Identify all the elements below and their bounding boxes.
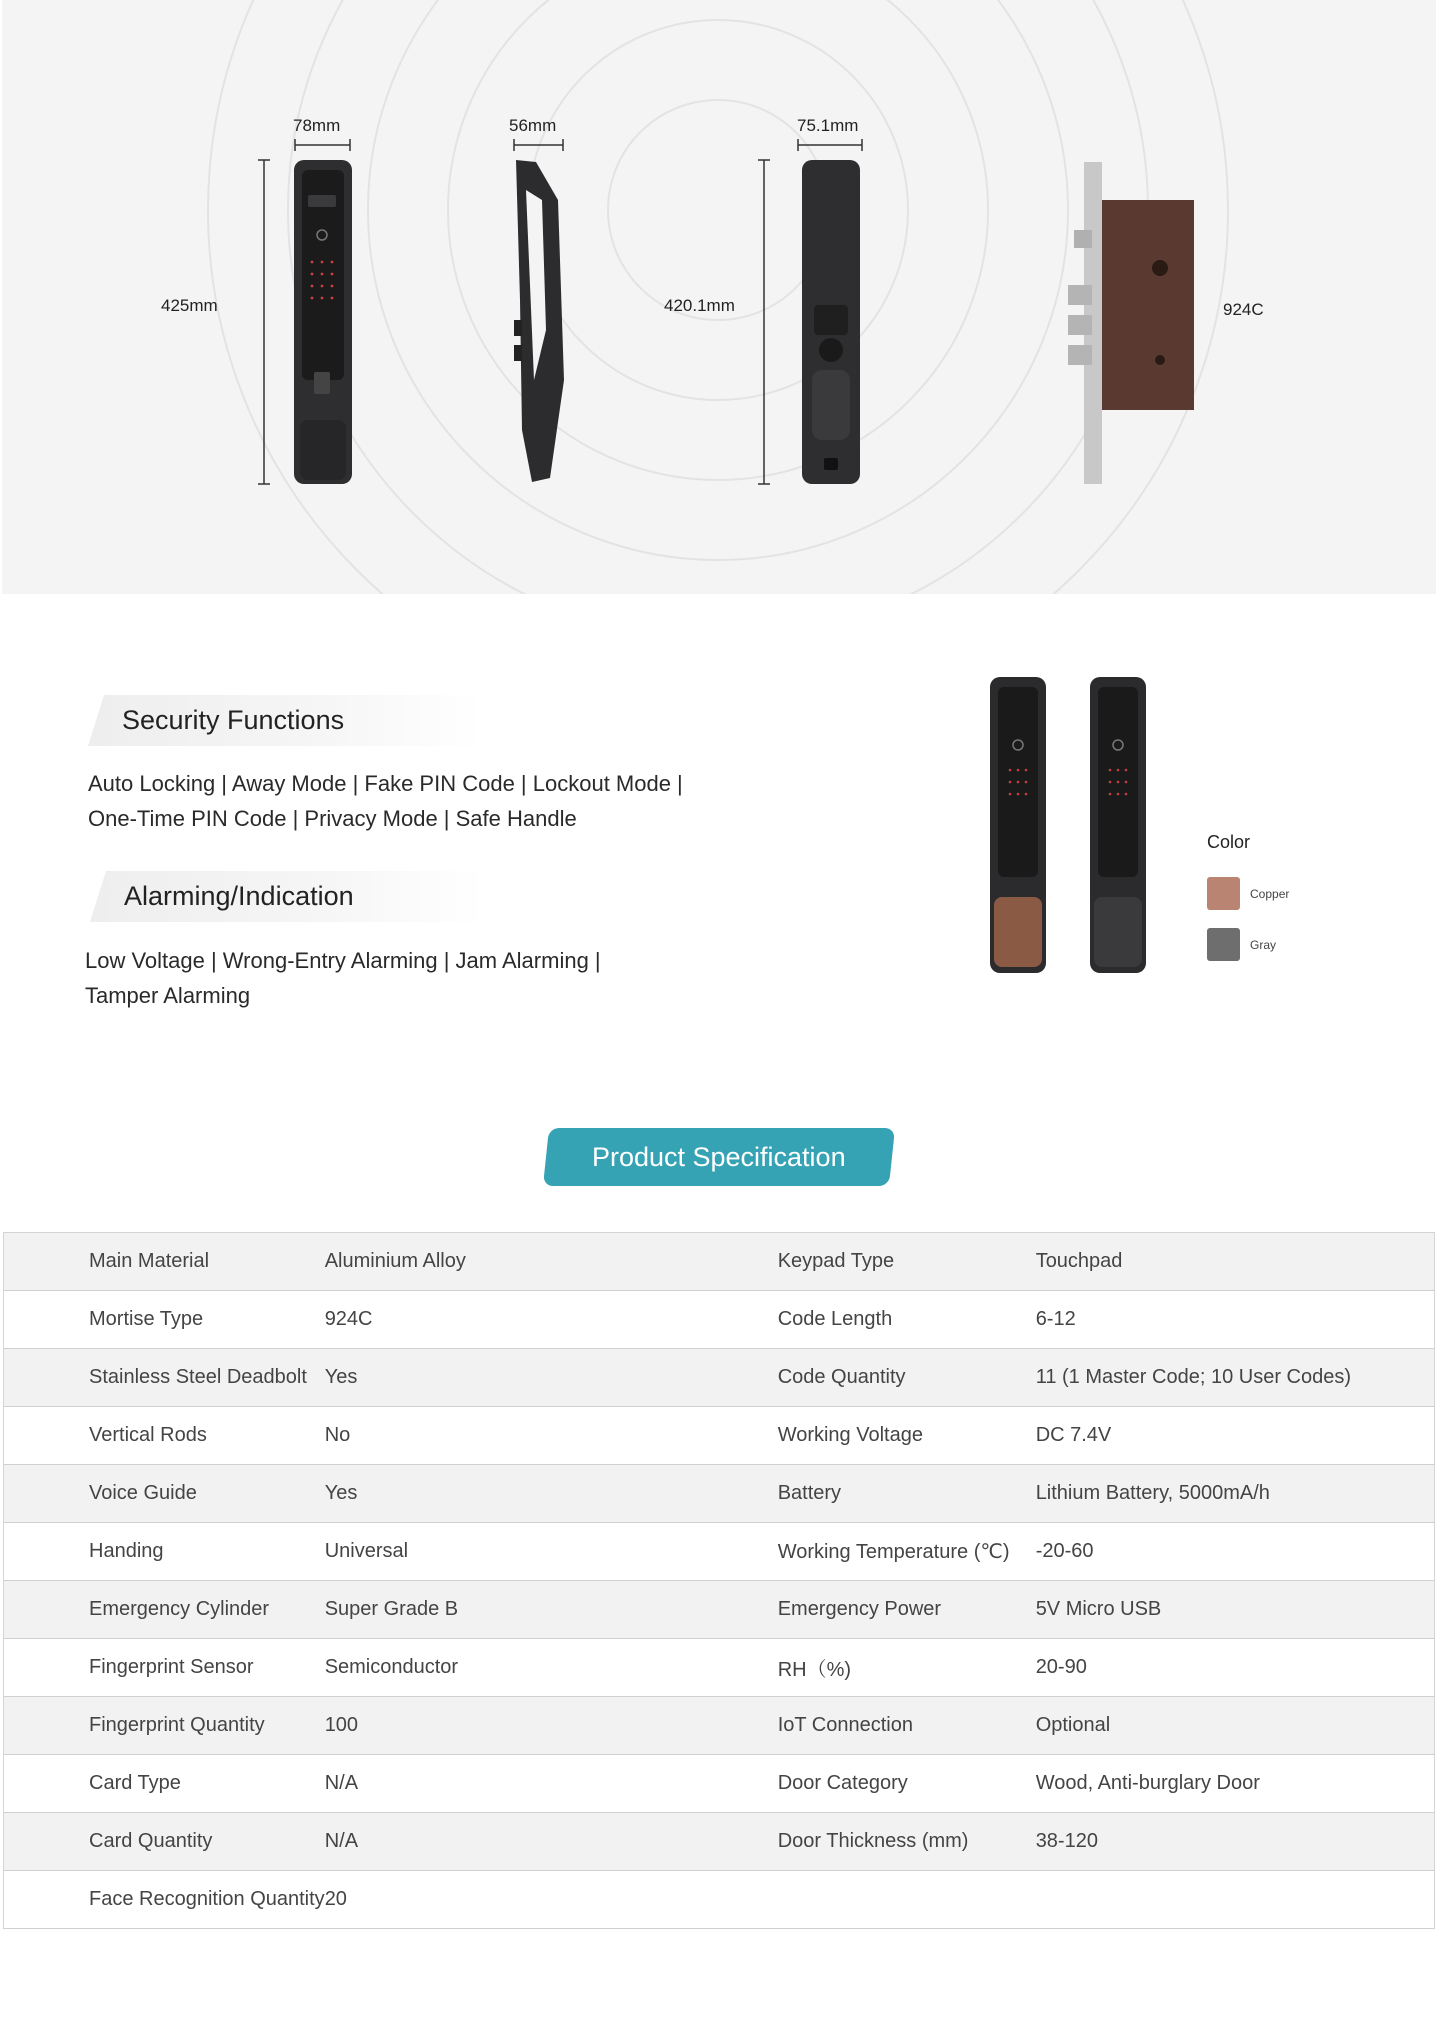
width-front-label: 78mm (293, 116, 341, 135)
spec-label: Fingerprint Sensor (4, 1639, 325, 1697)
table-row (4, 1639, 1435, 1697)
lock-copper-variant (990, 677, 1046, 973)
spec-label: Emergency Cylinder (4, 1581, 325, 1639)
spec-value: 11 (1 Master Code; 10 User Codes) (1036, 1349, 1435, 1407)
spec-label: Fingerprint Quantity (4, 1697, 325, 1755)
security-functions-title: Security Functions (88, 695, 482, 746)
spec-label: Working Voltage (778, 1407, 1036, 1465)
product-dimensions-panel (2, 0, 1436, 594)
spec-label: Handing (4, 1523, 325, 1581)
spec-value: 924C (325, 1291, 778, 1349)
table-row (4, 1755, 1435, 1813)
spec-value: Touchpad (1036, 1233, 1435, 1291)
spec-value: N/A (325, 1813, 778, 1871)
spec-value: Super Grade B (325, 1581, 778, 1639)
lock-side-view (514, 139, 564, 482)
width-back-label: 75.1mm (797, 116, 859, 135)
table-row (4, 1697, 1435, 1755)
spec-label (778, 1871, 1036, 1929)
lock-front-view (258, 139, 352, 484)
spec-value (1036, 1871, 1435, 1929)
spec-value: Yes (325, 1465, 778, 1523)
spec-value: 100 (325, 1697, 778, 1755)
alarming-title: Alarming/Indication (90, 871, 484, 922)
spec-value: Universal (325, 1523, 778, 1581)
spec-value: 5V Micro USB (1036, 1581, 1435, 1639)
spec-label: Mortise Type (4, 1291, 325, 1349)
spec-label: Face Recognition Quantity (4, 1871, 325, 1929)
color-title: Color (1207, 832, 1251, 852)
spec-value: 6-12 (1036, 1291, 1435, 1349)
table-row (4, 1581, 1435, 1639)
spec-label: IoT Connection (778, 1697, 1036, 1755)
table-row (4, 1465, 1435, 1523)
spec-label: Emergency Power (778, 1581, 1036, 1639)
spec-label: Keypad Type (778, 1233, 1036, 1291)
table-row (4, 1291, 1435, 1349)
table-row (4, 1233, 1435, 1291)
product-specification-label: Product Specification (592, 1141, 846, 1172)
spec-value: Yes (325, 1349, 778, 1407)
lock-gray-variant (1090, 677, 1146, 973)
table-row (4, 1813, 1435, 1871)
table-row (4, 1349, 1435, 1407)
spec-value: -20-60 (1036, 1523, 1435, 1581)
spec-value: 38-120 (1036, 1813, 1435, 1871)
spec-value: Optional (1036, 1697, 1435, 1755)
table-row (4, 1871, 1435, 1929)
spec-label: Door Category (778, 1755, 1036, 1813)
mortise-label: 924C (1223, 300, 1264, 319)
spec-label: Code Quantity (778, 1349, 1036, 1407)
color-variants-image (980, 675, 1160, 975)
alarming-line-2: Tamper Alarming (85, 983, 251, 1008)
spec-label: Working Temperature (℃) (778, 1523, 1036, 1581)
height-front-label: 425mm (161, 296, 218, 315)
spec-label: Main Material (4, 1233, 325, 1291)
gray-swatch[interactable] (1207, 928, 1240, 961)
specification-table (3, 1232, 1435, 1929)
spec-value: DC 7.4V (1036, 1407, 1435, 1465)
copper-swatch[interactable] (1207, 877, 1240, 910)
spec-value: No (325, 1407, 778, 1465)
gray-label: Gray (1250, 938, 1277, 952)
spec-label: Code Length (778, 1291, 1036, 1349)
security-functions-list (88, 766, 683, 836)
spec-value: Aluminium Alloy (325, 1233, 778, 1291)
spec-label: Card Quantity (4, 1813, 325, 1871)
spec-label: Door Thickness (mm) (778, 1813, 1036, 1871)
lock-back-view (758, 139, 862, 484)
security-line-1: Auto Locking | Away Mode | Fake PIN Code | Lockout Mode | (88, 771, 683, 796)
spec-value: N/A (325, 1755, 778, 1813)
table-row (4, 1523, 1435, 1581)
spec-label: Voice Guide (4, 1465, 325, 1523)
alarming-line-1: Low Voltage | Wrong-Entry Alarming | Jam Alarming | (85, 948, 601, 973)
height-back-label: 420.1mm (664, 296, 735, 315)
spec-label: Battery (778, 1465, 1036, 1523)
spec-value: 20-90 (1036, 1639, 1435, 1697)
width-side-label: 56mm (509, 116, 557, 135)
alarming-list (85, 943, 601, 1013)
table-row (4, 1407, 1435, 1465)
copper-label: Copper (1250, 887, 1290, 901)
spec-label: Vertical Rods (4, 1407, 325, 1465)
spec-value: Wood, Anti-burglary Door (1036, 1755, 1435, 1813)
product-specification-button[interactable] (543, 1128, 895, 1186)
spec-value: Semiconductor (325, 1639, 778, 1697)
spec-label: Card Type (4, 1755, 325, 1813)
spec-value: 20 (325, 1871, 778, 1929)
spec-value: Lithium Battery, 5000mA/h (1036, 1465, 1435, 1523)
security-line-2: One-Time PIN Code | Privacy Mode | Safe Handle (88, 806, 577, 831)
spec-label: RH（%) (778, 1639, 1036, 1697)
spec-label: Stainless Steel Deadbolt (4, 1349, 325, 1407)
